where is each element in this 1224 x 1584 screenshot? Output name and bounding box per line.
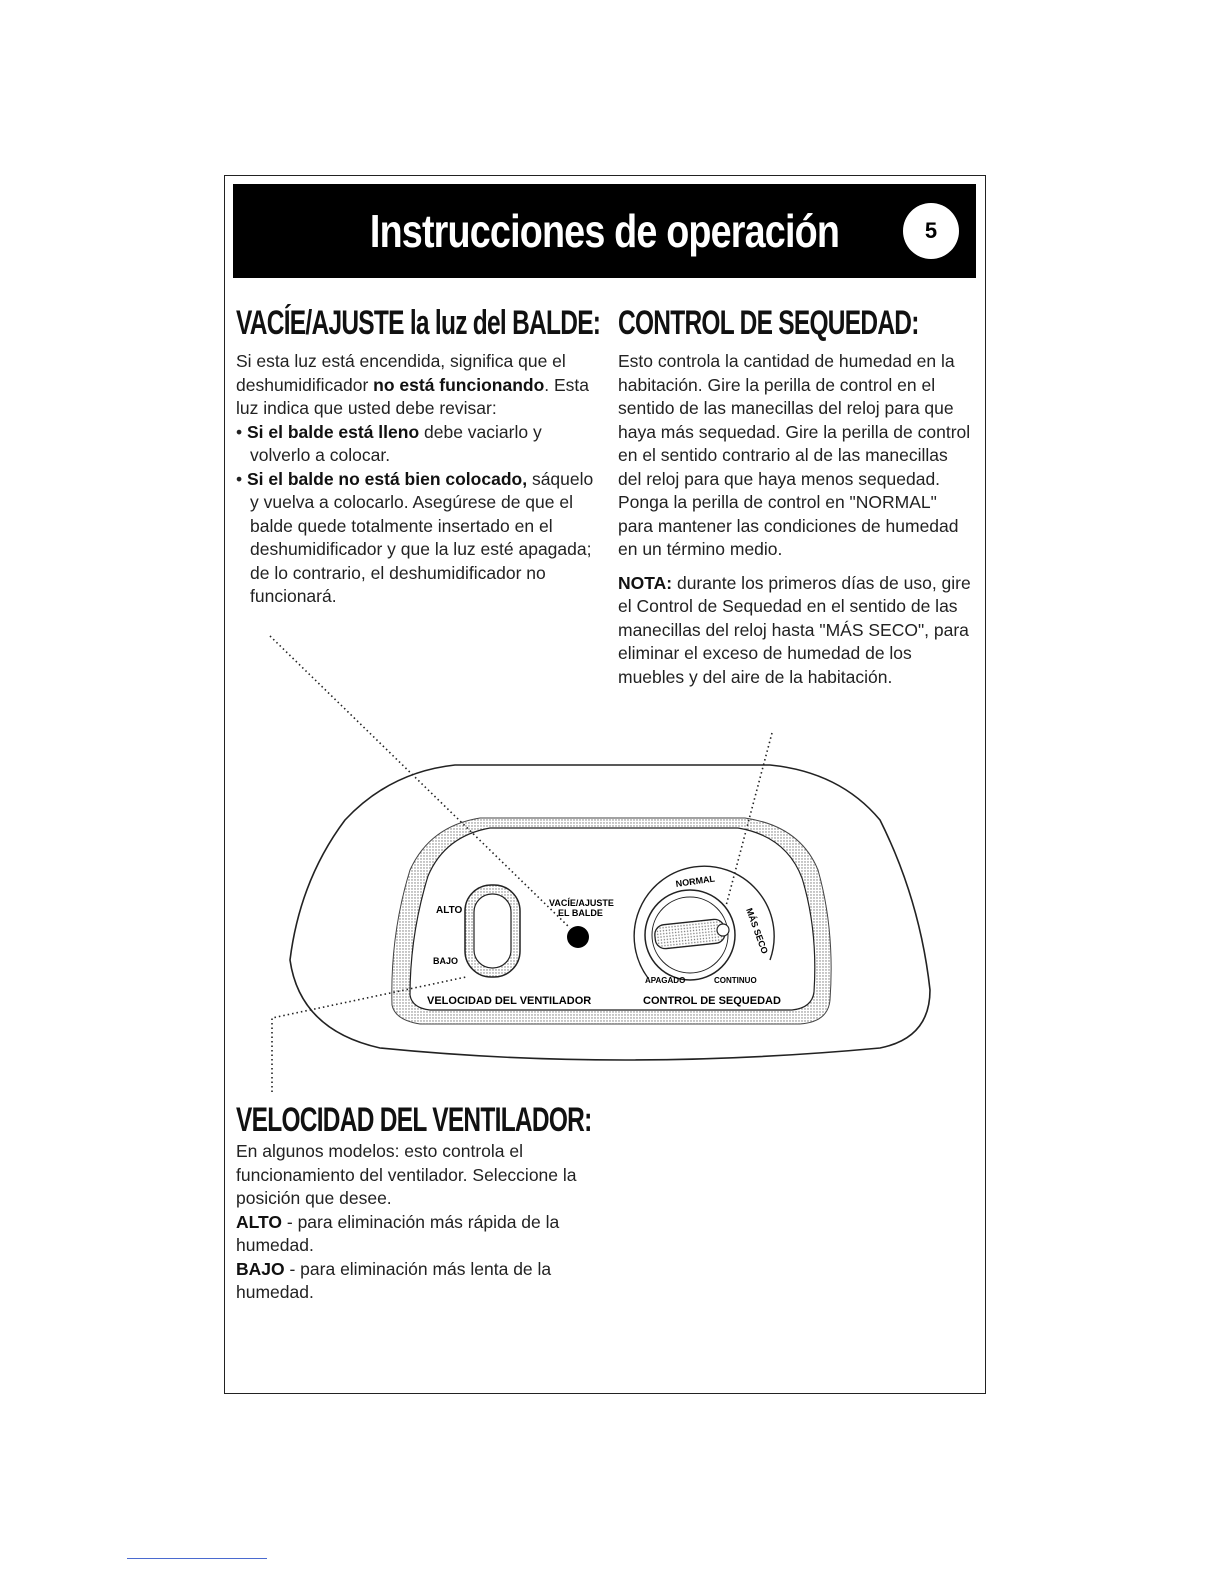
dryness-paragraph: Esto controla la cantidad de humedad en la habitación. Gire la perilla de control en el sentido de las manecillas del reloj para que haya más sequedad. Gire la perilla de control en el sentido contrario al de las manecillas del reloj para que haya menos sequedad. Ponga la perilla de control en "NORMAL" para mantener las condiciones de humedad en un término medio. — [618, 351, 971, 559]
dial-normal-label: NORMAL — [675, 873, 716, 889]
not-working-emphasis: no está funcionando — [373, 374, 545, 395]
bucket-light-intro: Si esta luz está encendida, significa que el deshumidificador no está funcionando. Esta luz indica que usted debe revisar: — [236, 351, 590, 418]
dryness-panel-label: CONTROL DE SEQUEDAD — [643, 995, 781, 1007]
dial-mas-seco-label: MÁS SECO — [744, 906, 770, 956]
fan-speed-heading: VELOCIDAD DEL VENTILADOR: — [236, 1101, 592, 1139]
fan-bajo-label: BAJO — [433, 956, 459, 966]
fan-speed-bajo: BAJO - para eliminación más lenta de la humedad. — [236, 1258, 552, 1302]
fan-speed-alto: ALTO - para eliminación más rápida de la humedad. — [236, 1211, 560, 1255]
bullet-bucket-full: • Si el balde está lleno debe vaciarlo y volverlo a colocar. — [236, 421, 542, 465]
bucket-light-heading: VACÍE/AJUSTE la luz del BALDE: — [236, 304, 601, 342]
bucket-light-label-line2: EL BALDE — [558, 908, 603, 918]
dryness-note: NOTA: durante los primeros días de uso, gire el Control de Sequedad en el sentido de las manecillas del reloj hasta "MÁS SECO", para eliminar el exceso de humedad de los muebles y del aire de la habitación. — [618, 572, 971, 687]
footer-link-underline — [127, 1558, 267, 1559]
fan-speed-panel-label: VELOCIDAD DEL VENTILADOR — [427, 995, 592, 1007]
page-title: Instrucciones de operación — [369, 205, 840, 257]
dryness-control-heading: CONTROL DE SEQUEDAD: — [618, 304, 919, 342]
bucket-light-label-line1: VACÍE/AJUSTE — [549, 898, 614, 908]
fan-speed-intro: En algunos modelos: esto controla el funcionamiento del ventilador. Seleccione la posición que desee. — [236, 1141, 577, 1208]
bullet-bucket-misplaced: • Si el balde no está bien colocado, sáquelo y vuelva a colocarlo. Asegúrese de que el balde quede totalmente insertado en el deshumidificador y que la luz esté apagada; de lo contrario, el deshumidificador no funcionará. — [236, 468, 594, 606]
dial-apagado-label: APAGADO — [645, 976, 686, 985]
bucket-light-indicator — [567, 926, 589, 948]
fan-alto-label: ALTO — [436, 905, 463, 916]
page-number-badge: 5 — [903, 203, 959, 259]
dial-continuo-label: CONTINUO — [714, 976, 757, 985]
fan-speed-body — [236, 1140, 592, 1305]
